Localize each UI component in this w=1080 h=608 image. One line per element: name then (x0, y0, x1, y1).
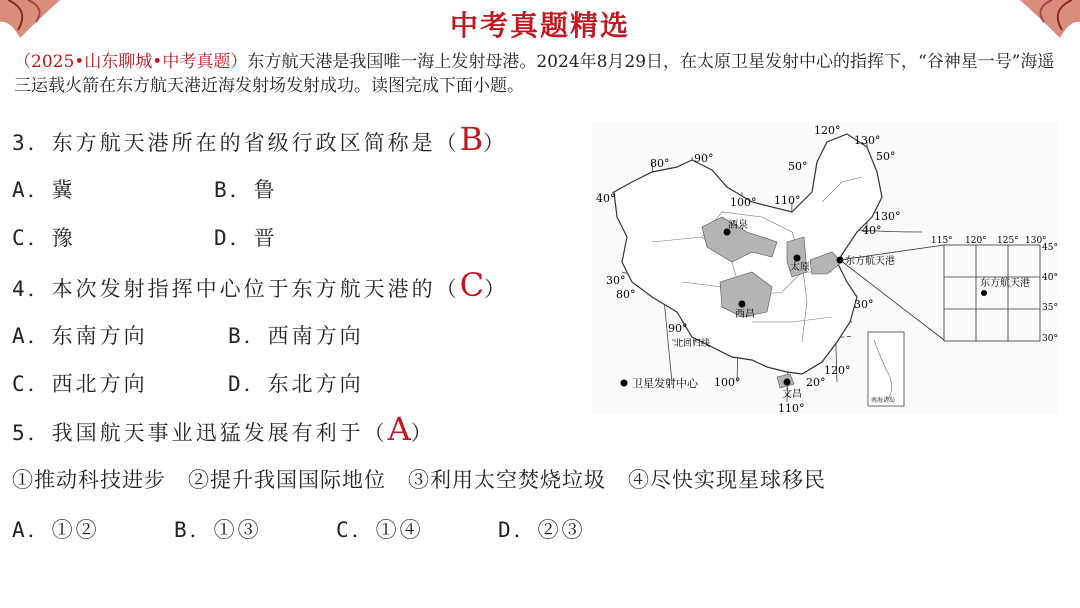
marker-wenchang (784, 379, 791, 386)
q4-option-b[interactable]: B．西南方向 (228, 324, 364, 348)
q3-option-b[interactable]: B．鲁 (214, 178, 278, 202)
page-title: 中考真题精选 (449, 9, 630, 42)
inset-lon-130: 130° (1025, 236, 1047, 246)
extra-label-120: 120° (824, 364, 851, 377)
inset-lon-125: 125° (997, 236, 1019, 246)
inset-port-marker (981, 290, 987, 296)
extra-label-40: 40° (862, 224, 882, 237)
q4-option-c[interactable]: C．西北方向 (12, 372, 148, 396)
label-xichang: 西昌 (735, 309, 755, 320)
question-source: （2025•山东聊城•中考真题） (14, 52, 248, 72)
lat-label-40: 40° (596, 192, 616, 205)
lon-label-100: 100° (730, 196, 757, 209)
q5-statements: ①推动科技进步 ②提升我国国际地位 ③利用太空焚烧垃圾 ④尽快实现星球移民 (12, 468, 826, 492)
q4-option-d[interactable]: D．东北方向 (228, 372, 364, 396)
legend-label: 卫星发射中心 (632, 377, 698, 390)
question-3-stem (12, 120, 507, 158)
extra-label-80: 80° (616, 288, 636, 301)
lat-label-50: 50° (788, 160, 808, 173)
q3-option-d[interactable]: D．晋 (214, 226, 278, 250)
label-jiuquan: 酒泉 (728, 220, 748, 231)
extra-label-100: 100° (714, 376, 741, 389)
extra-label-90: 90° (668, 322, 688, 335)
extra-label-30: 30° (854, 298, 874, 311)
q3-stem-text: 3．东方航天港所在的省级行政区简称是（ (12, 131, 460, 155)
label-taiyuan: 太原 (790, 262, 810, 273)
q3-stem-close: ） (483, 131, 508, 155)
question-5-stem (12, 410, 435, 448)
lon-label-80: 80° (650, 157, 670, 170)
inset-lat-45: 45° (1042, 243, 1058, 253)
lon-label-90: 90° (694, 152, 714, 165)
inset-lat-35: 35° (1042, 303, 1058, 313)
lon-label-110: 110° (774, 194, 801, 207)
legend-dot-icon (621, 380, 628, 387)
q5-stem-text: 5．我国航天事业迅猛发展有利于（ (12, 421, 388, 445)
marker-xichang (739, 301, 746, 308)
lat-label-20: 20° (806, 376, 826, 389)
tropic-label: 北回归线 (674, 339, 711, 349)
q4-option-a[interactable]: A．东南方向 (12, 324, 148, 348)
inset-lon-120: 120° (965, 236, 987, 246)
intro-text: 东方航天港是我国唯一海上发射母港。2024年8月29日，在太原卫星发射中心的指挥下，“谷神星一号”海遥三运载火箭在东方航天港近海发射场发射成功。读图完成下面小题。 (14, 52, 1055, 96)
lon-label-120: 120° (814, 124, 841, 137)
inset-lat-40: 40° (1042, 273, 1058, 283)
q5-answer: A (387, 410, 411, 448)
q4-stem-text: 4．本次发射指挥中心位于东方航天港的（ (12, 277, 460, 301)
extra-label-130: 130° (874, 210, 901, 223)
extra-label-50: 50° (876, 150, 896, 163)
south-sea-label: 南海诸岛 (871, 397, 896, 404)
q4-answer: C (459, 266, 485, 304)
inset-port-label: 东方航天港 (980, 278, 1030, 289)
label-wenchang: 文昌 (782, 389, 802, 400)
label-port: 东方航天港 (845, 256, 895, 267)
q5-option-b[interactable]: B．①③ (174, 518, 262, 542)
marker-taiyuan (794, 255, 801, 262)
question-4-stem (12, 266, 508, 304)
q3-option-c[interactable]: C．豫 (12, 226, 76, 250)
extra-label-110: 110° (778, 402, 805, 414)
q5-stem-close: ） (410, 421, 435, 445)
q3-answer: B (459, 120, 484, 158)
q5-option-d[interactable]: D．②③ (498, 518, 586, 542)
china-launch-center-map (592, 122, 1058, 414)
lat-label-30: 30° (606, 274, 626, 287)
inset-lat-30: 30° (1042, 334, 1058, 344)
inset-lon-115: 115° (931, 236, 953, 246)
lon-label-130: 130° (854, 134, 881, 147)
q5-option-a[interactable]: A．①② (12, 518, 100, 542)
q5-option-c[interactable]: C．①④ (336, 518, 424, 542)
q3-option-a[interactable]: A．冀 (12, 178, 76, 202)
q4-stem-close: ） (484, 277, 509, 301)
question-intro (14, 50, 1064, 98)
